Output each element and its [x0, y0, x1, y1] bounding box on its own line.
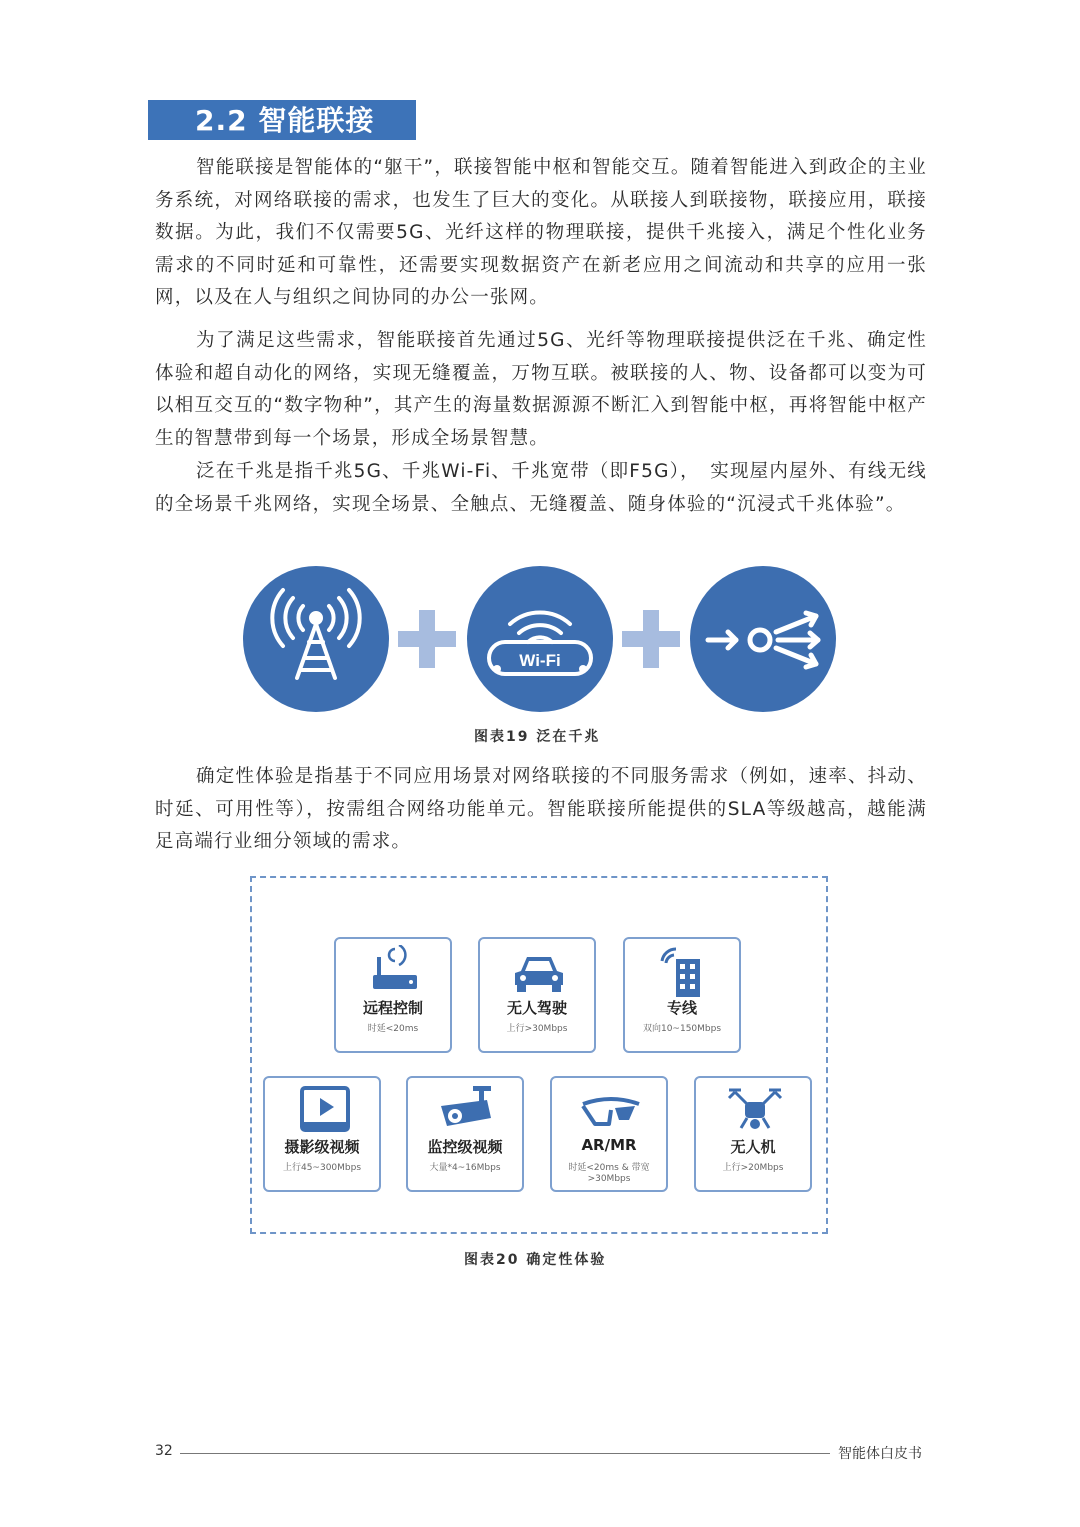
plus-icon [622, 610, 680, 668]
paragraph-3: 泛在千兆是指千兆5G、千兆Wi-Fi、千兆宽带（即F5G）， 实现屋内屋外、有线无线的全场景千兆网络，实现全场景、全触点、无缝覆盖、随身体验的“沉浸式千兆体验”。 [155, 461, 927, 515]
figure-20-caption: 图表20 确定性体验 [464, 1252, 607, 1268]
card-title: 监控级视频 [427, 1138, 503, 1156]
ar-glasses-icon [581, 1084, 641, 1138]
page-number: 32 [155, 1443, 173, 1459]
footer-title: 智能体白皮书 [838, 1446, 922, 1462]
figure-19-caption: 图表19 泛在千兆 [474, 729, 601, 745]
paragraph-1: 智能联接是智能体的“躯干”，联接智能中枢和智能交互。随着智能进入到政企的主业务系统，对网络联接的需求，也发生了巨大的变化。从联接人到联接物，联接应用，联接数据。为此，我们不仅需要5G、光纤这样的物理联接，提供千兆接入，满足个性化业务需求的不同时延和可靠性，还需要实现数据资产在新老应用之间流动和共享的应用一张网，以及在人与组织之间协同的办公一张网。 [155, 157, 927, 309]
section-title: 2.2 智能联接 [195, 104, 375, 137]
wifi-label: Wi-Fi [519, 651, 561, 670]
car-icon [509, 945, 569, 999]
card-drone [694, 1076, 812, 1192]
card-subtitle: 时延<20ms [367, 1024, 419, 1034]
card-title: 无人驾驶 [506, 999, 567, 1017]
card-subtitle: 上行45~300Mbps [282, 1163, 362, 1173]
card-title: AR/MR [581, 1136, 637, 1154]
plus-icon [398, 610, 456, 668]
card-subtitle: 时延<20ms & 带宽>30Mbps [568, 1163, 650, 1184]
footer-divider [180, 1453, 830, 1454]
cctv-camera-icon [437, 1084, 497, 1138]
drone-icon [725, 1084, 785, 1138]
building-signal-icon [654, 945, 714, 999]
card-title: 无人机 [730, 1138, 776, 1156]
card-ar-mr [550, 1076, 668, 1192]
card-dedicated-line [623, 937, 741, 1053]
card-subtitle: 双向10~150Mbps [642, 1024, 722, 1034]
card-pro-video [263, 1076, 381, 1192]
card-subtitle: 大量*4~16Mbps [429, 1163, 501, 1173]
paragraph-2: 为了满足这些需求，智能联接首先通过5G、光纤等物理联接提供泛在千兆、确定性体验和超自动化的网络，实现无缝覆盖，万物互联。被联接的人、物、设备都可以变为可以相互交互的“数字物种”，其产生的海量数据源源不断汇入到智能中枢，再将智能中枢产生的智慧带到每一个场景，形成全场景智慧。 [155, 330, 927, 449]
antenna-5g-icon [243, 566, 389, 712]
card-surveillance-video [406, 1076, 524, 1192]
card-title: 远程控制 [362, 999, 423, 1017]
paragraph-4: 确定性体验是指基于不同应用场景对网络联接的不同服务需求（例如，速率、抖动、时延、可用性等），按需组合网络功能单元。智能联接所能提供的SLA等级越高，越能满足高端行业细分领域的需求。 [155, 766, 927, 853]
router-icon [365, 945, 425, 999]
fiber-split-icon [690, 566, 836, 712]
card-subtitle: 上行>30Mbps [506, 1024, 568, 1034]
card-subtitle: 上行>20Mbps [722, 1163, 784, 1173]
video-player-icon [294, 1084, 354, 1138]
card-title: 专线 [666, 999, 697, 1017]
card-title: 摄影级视频 [284, 1138, 360, 1156]
card-remote-control [334, 937, 452, 1053]
wifi-icon [467, 566, 613, 712]
card-autonomous-driving [478, 937, 596, 1053]
